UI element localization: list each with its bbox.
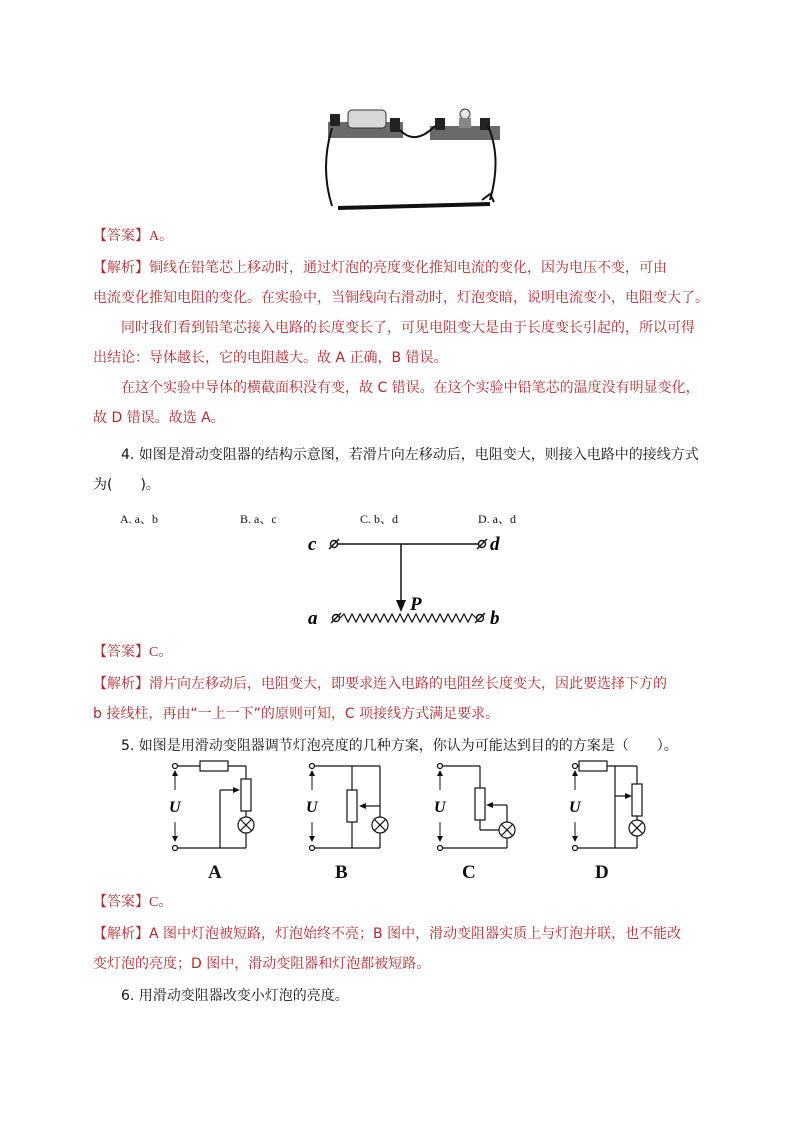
option-b: B. a、c	[240, 512, 277, 526]
slider-arrow	[396, 600, 406, 612]
terminal-b-label: b	[490, 608, 500, 628]
answer-4: 【答案】C。	[93, 644, 173, 660]
option-c: C. b、d	[360, 512, 399, 526]
circuit-label-b: B	[335, 862, 348, 883]
circuit-d	[565, 760, 665, 855]
option-d: D. a、d	[478, 512, 516, 526]
circuit-label-a: A	[208, 862, 222, 883]
option-a: A. a、b	[120, 512, 158, 526]
question-5: 5. 如图是用滑动变阻器调节灯泡亮度的几种方案，你认为可能达到目的的方案是（ ）。	[121, 738, 678, 754]
answer-1: 【答案】A。	[93, 228, 174, 244]
analysis-5: 【解析】A 图中灯泡被短路，灯泡始终不亮；B 图中，滑动变阻器实质上与灯泡并联，也不能改 变灯泡的亮度；D 图中，滑动变阻器和灯泡都被短路。	[93, 926, 682, 972]
apparatus-photo	[320, 108, 515, 216]
question-6: 6. 用滑动变阻器改变小灯泡的亮度。	[121, 988, 349, 1004]
terminal-c-label: c	[308, 534, 317, 555]
circuit-b	[302, 760, 402, 855]
analysis-1: 【解析】铜线在铅笔芯上移动时，通过灯泡的亮度变化推知电流的变化，因为电压不变，可由 电流变化推知电阻的变化。在实验中，当铜线向右滑动时，灯泡变暗，说明电流变小，电阻变大了。 同时我们看到铅笔芯接入电路的长度变长了，可见电阻变大是由于长度变长引起的，所以可得 出结论：导体越长，它的电阻越大。故 A 正确，B 错误。 在这个实验中导体的横截面积没有变，故 C 错误。在这个实验中铅笔芯的温度没有明显变化， 故 D 错误。故选 A。	[93, 260, 709, 426]
voltage-label: U	[434, 799, 446, 816]
analysis-4: 【解析】滑片向左移动后，电阻变大，即要求连入电路的电阻丝长度变大，因此要选择下方的 b 接线柱，再由“一上一下”的原则可知，C 项接线方式满足要求。	[93, 676, 667, 722]
answer-tag: 【答案】	[93, 228, 149, 244]
circuit-label-d: D	[595, 862, 609, 883]
rheostat-diagram	[300, 528, 510, 628]
question-4: 4. 如图是滑动变阻器的结构示意图，若滑片向左移动后，电阻变大，则接入电路中的接线方式 为( )。	[93, 447, 699, 493]
circuit-label-c: C	[462, 862, 476, 883]
terminal-d-label: d	[490, 534, 500, 555]
answer-5: 【答案】C。	[93, 894, 173, 910]
terminal-a-label: a	[308, 608, 318, 628]
voltage-label: U	[169, 799, 181, 816]
analysis-tag: 【解析】	[93, 260, 149, 276]
resistance-wire	[340, 614, 476, 622]
circuit-c	[430, 760, 530, 855]
voltage-label: U	[306, 799, 318, 816]
voltage-label: U	[569, 799, 581, 816]
circuit-a	[165, 760, 265, 855]
slider-p-label: P	[410, 594, 422, 615]
